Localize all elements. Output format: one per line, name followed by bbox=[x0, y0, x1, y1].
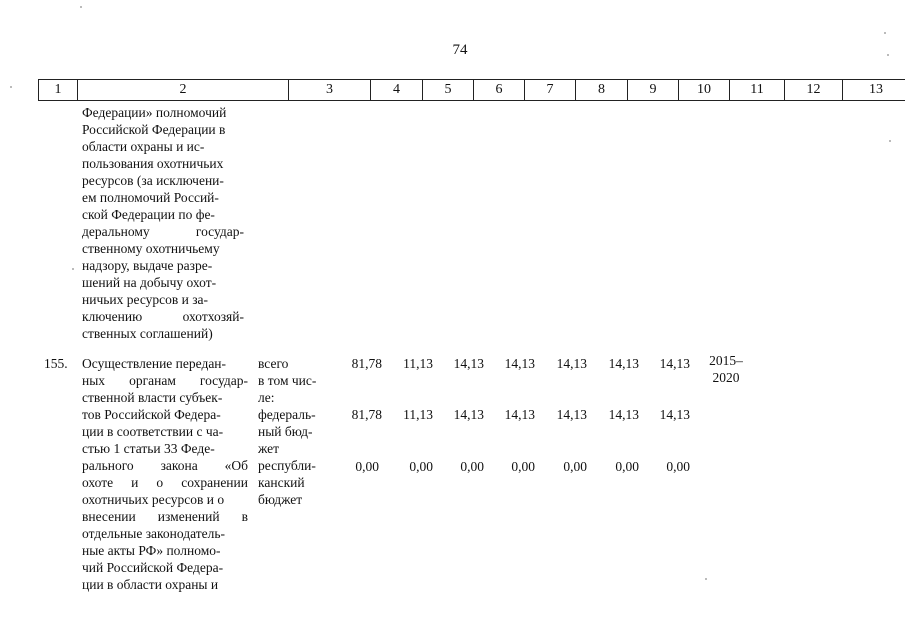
value-federal: 11,13 bbox=[403, 407, 433, 422]
column-number-cell: 6 bbox=[474, 80, 525, 101]
text-line: федераль- bbox=[258, 407, 316, 422]
continuation-text bbox=[82, 104, 244, 342]
text-line: стью 1 статьи 33 Феде- bbox=[82, 441, 215, 456]
column-number-cell: 10 bbox=[679, 80, 730, 101]
text-line: Федерации» полномочий bbox=[82, 105, 227, 120]
value-total: 11,13 bbox=[403, 356, 433, 371]
text-line: ственных соглашений) bbox=[82, 326, 213, 341]
column-number-cell: 11 bbox=[730, 80, 785, 101]
column-number-cell: 1 bbox=[39, 80, 78, 101]
scan-speck bbox=[72, 268, 74, 270]
value-total: 14,13 bbox=[504, 356, 535, 371]
value-total: 14,13 bbox=[453, 356, 484, 371]
text-line: бюджет bbox=[258, 492, 303, 507]
text-line: надзору, выдаче разре- bbox=[82, 258, 213, 273]
text-line: тов Российской Федера- bbox=[82, 407, 221, 422]
text-line: Осуществление передан- bbox=[82, 356, 227, 371]
text-line: ственному охотничьему bbox=[82, 241, 220, 256]
value-total: 81,78 bbox=[351, 356, 382, 371]
text-line: внесении изменений в bbox=[82, 509, 248, 524]
column-number-cell: 12 bbox=[785, 80, 843, 101]
text-line: пользования охотничьих bbox=[82, 156, 224, 171]
text-line: ственной власти субъек- bbox=[82, 390, 223, 405]
column-number-cell: 13 bbox=[843, 80, 905, 101]
text-line: охотничьих ресурсов и о bbox=[82, 492, 225, 507]
funding-source bbox=[258, 355, 334, 508]
text-line: чий Российской Федера- bbox=[82, 560, 224, 575]
text-line: ции в области охраны и bbox=[82, 577, 219, 592]
column-number-cell: 3 bbox=[289, 80, 371, 101]
column-number-cell: 7 bbox=[525, 80, 576, 101]
entry-description bbox=[82, 355, 248, 593]
text-line: деральному государ- bbox=[82, 224, 244, 239]
value-federal: 14,13 bbox=[453, 407, 484, 422]
column-number-header bbox=[38, 79, 905, 101]
text-line: ем полномочий Россий- bbox=[82, 190, 219, 205]
scan-speck bbox=[705, 578, 707, 580]
text-line: ных органам государ- bbox=[82, 373, 248, 388]
row-number: 155. bbox=[44, 356, 68, 371]
value-republic: 0,00 bbox=[409, 459, 433, 474]
value-federal: 81,78 bbox=[351, 407, 382, 422]
page-number: 74 bbox=[452, 42, 468, 58]
column-number-cell: 4 bbox=[371, 80, 423, 101]
column-number-cell: 8 bbox=[576, 80, 628, 101]
column-number-cell: 5 bbox=[423, 80, 474, 101]
value-federal: 14,13 bbox=[659, 407, 690, 422]
text-line: ключению охотхозяй- bbox=[82, 309, 244, 324]
value-republic: 0,00 bbox=[563, 459, 587, 474]
text-line: ный бюд- bbox=[258, 424, 313, 439]
value-republic: 0,00 bbox=[460, 459, 484, 474]
text-line: канский bbox=[258, 475, 305, 490]
text-line: всего bbox=[258, 356, 289, 371]
text-line: отдельные законодатель- bbox=[82, 526, 226, 541]
text-line: ресурсов (за исключени- bbox=[82, 173, 224, 188]
value-total: 14,13 bbox=[608, 356, 639, 371]
value-republic: 0,00 bbox=[666, 459, 690, 474]
text-line: республи- bbox=[258, 458, 316, 473]
scan-speck bbox=[80, 6, 82, 8]
scan-speck bbox=[10, 86, 12, 88]
value-total: 14,13 bbox=[659, 356, 690, 371]
text-line: в том чис- bbox=[258, 373, 317, 388]
text-line: Российской Федерации в bbox=[82, 122, 226, 137]
value-federal: 14,13 bbox=[504, 407, 535, 422]
value-total: 14,13 bbox=[556, 356, 587, 371]
scan-speck bbox=[884, 32, 886, 34]
text-line: ции в соответствии с ча- bbox=[82, 424, 224, 439]
text-line: охоте и о сохранении bbox=[82, 475, 248, 490]
scan-speck bbox=[887, 54, 889, 56]
period-years: 2015– 2020 bbox=[709, 353, 743, 385]
text-line: ле: bbox=[258, 390, 275, 405]
text-line: ской Федерации по фе- bbox=[82, 207, 215, 222]
text-line: рального закона «Об bbox=[82, 458, 248, 473]
scan-speck bbox=[889, 140, 891, 142]
text-line: ничьих ресурсов и за- bbox=[82, 292, 209, 307]
text-line: шений на добычу охот- bbox=[82, 275, 217, 290]
value-federal: 14,13 bbox=[608, 407, 639, 422]
value-federal: 14,13 bbox=[556, 407, 587, 422]
text-line: ные акты РФ» полномо- bbox=[82, 543, 221, 558]
value-republic: 0,00 bbox=[511, 459, 535, 474]
value-republic: 0,00 bbox=[355, 459, 379, 474]
value-republic: 0,00 bbox=[615, 459, 639, 474]
text-line: жет bbox=[258, 441, 280, 456]
column-number-cell: 9 bbox=[628, 80, 679, 101]
column-number-cell: 2 bbox=[78, 80, 289, 101]
text-line: области охраны и ис- bbox=[82, 139, 205, 154]
